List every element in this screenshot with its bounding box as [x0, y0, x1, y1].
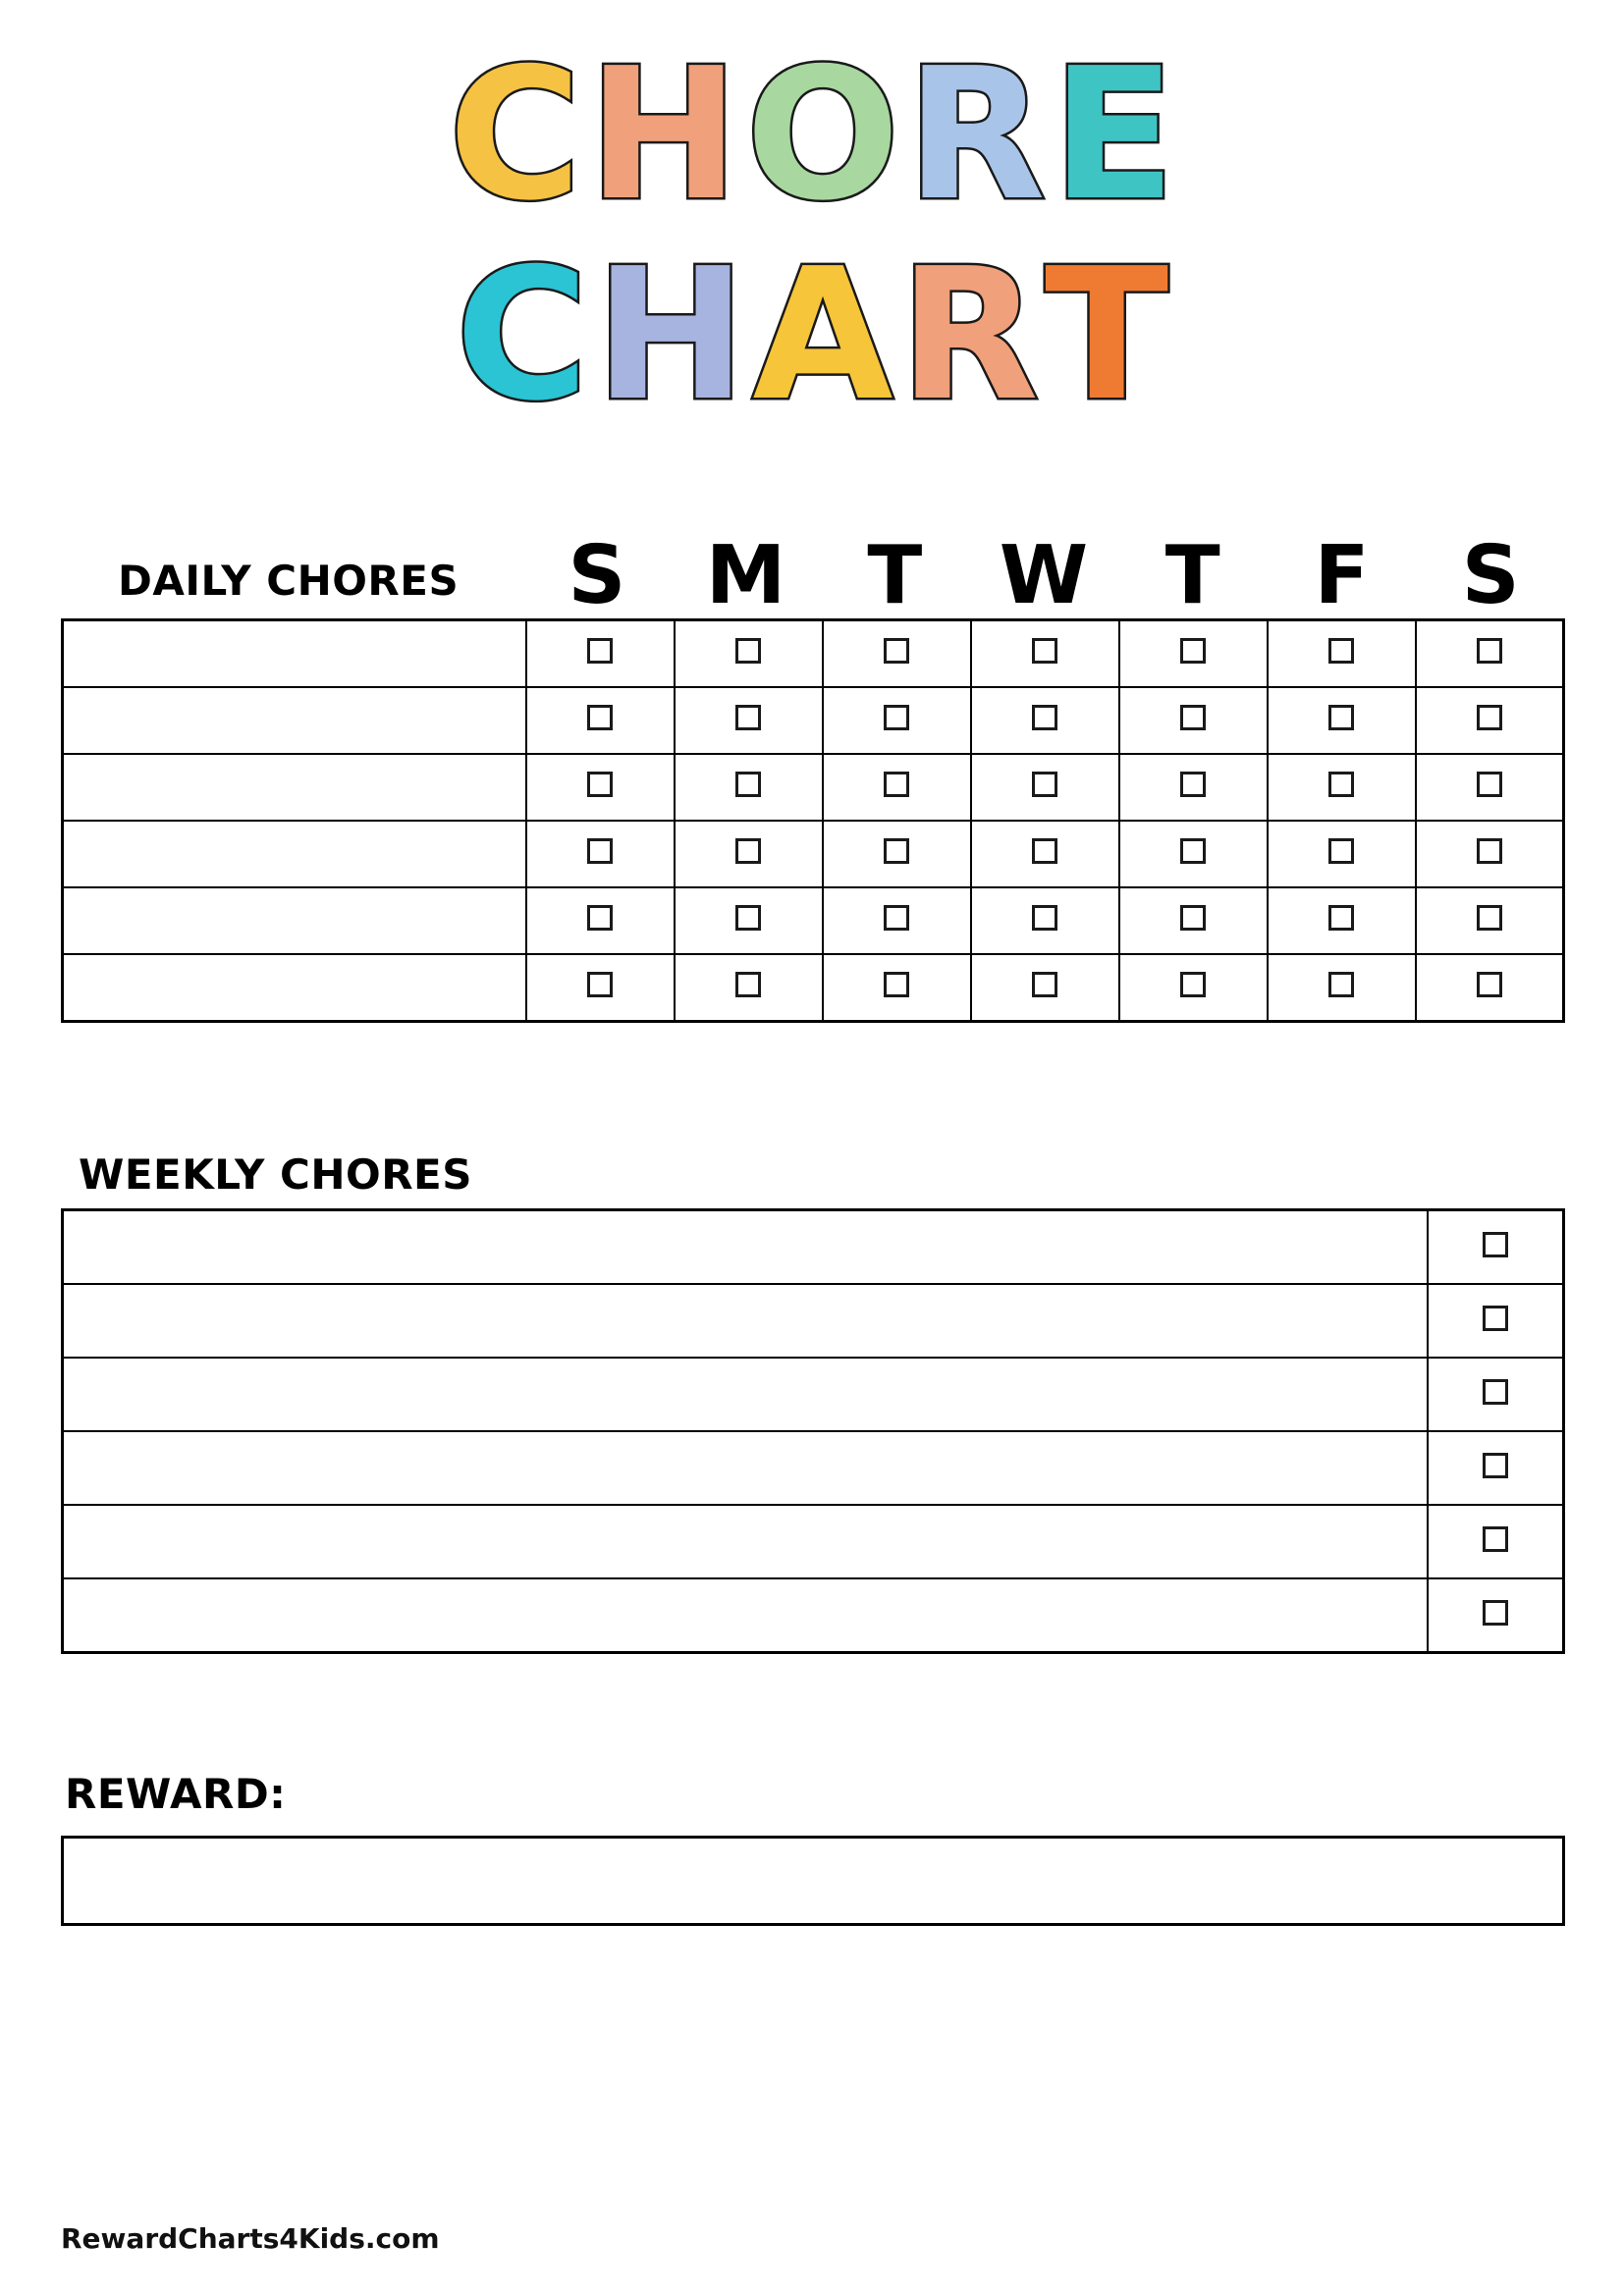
empty-checkbox-icon[interactable]: [884, 638, 909, 664]
reward-input-box[interactable]: [61, 1836, 1565, 1926]
daily-chore-name-field[interactable]: [63, 887, 527, 954]
daily-check-cell[interactable]: [823, 887, 971, 954]
empty-checkbox-icon[interactable]: [884, 705, 909, 730]
daily-chore-name-field[interactable]: [63, 821, 527, 887]
empty-checkbox-icon[interactable]: [1032, 772, 1057, 797]
table-row: [63, 754, 1564, 821]
title-letter: E: [1052, 28, 1176, 240]
table-row: [63, 821, 1564, 887]
empty-checkbox-icon[interactable]: [587, 638, 613, 664]
daily-check-cell[interactable]: [526, 687, 675, 754]
daily-check-cell[interactable]: [526, 619, 675, 687]
weekly-chore-name-field[interactable]: [63, 1578, 1429, 1653]
empty-checkbox-icon[interactable]: [1032, 972, 1057, 997]
day-header-3: W: [999, 528, 1089, 622]
daily-check-cell[interactable]: [1119, 887, 1268, 954]
daily-chores-header: [0, 528, 1624, 622]
daily-check-cell[interactable]: [1119, 754, 1268, 821]
daily-check-cell[interactable]: [1268, 821, 1416, 887]
daily-check-cell[interactable]: [971, 954, 1119, 1022]
table-row: [63, 1284, 1564, 1358]
daily-check-cell[interactable]: [1119, 821, 1268, 887]
empty-checkbox-icon[interactable]: [1032, 838, 1057, 864]
empty-checkbox-icon[interactable]: [1477, 772, 1502, 797]
daily-check-cell[interactable]: [526, 887, 675, 954]
day-letters-row: [522, 528, 1565, 622]
weekly-check-cell[interactable]: [1428, 1578, 1564, 1653]
daily-chore-name-field[interactable]: [63, 754, 527, 821]
empty-checkbox-icon[interactable]: [587, 972, 613, 997]
weekly-check-cell[interactable]: [1428, 1209, 1564, 1284]
empty-checkbox-icon[interactable]: [735, 972, 761, 997]
weekly-check-cell[interactable]: [1428, 1431, 1564, 1505]
empty-checkbox-icon[interactable]: [1483, 1232, 1508, 1257]
table-row: [63, 1578, 1564, 1653]
title-letter: H: [587, 28, 740, 240]
daily-check-cell[interactable]: [1268, 954, 1416, 1022]
empty-checkbox-icon[interactable]: [1328, 705, 1354, 730]
empty-checkbox-icon[interactable]: [1180, 972, 1206, 997]
daily-check-cell[interactable]: [823, 619, 971, 687]
empty-checkbox-icon[interactable]: [1477, 638, 1502, 664]
day-header-5: F: [1314, 528, 1370, 622]
empty-checkbox-icon[interactable]: [1180, 905, 1206, 931]
daily-check-cell[interactable]: [971, 821, 1119, 887]
daily-check-cell[interactable]: [823, 687, 971, 754]
empty-checkbox-icon[interactable]: [1032, 638, 1057, 664]
daily-chore-name-field[interactable]: [63, 619, 527, 687]
daily-check-cell[interactable]: [1416, 687, 1564, 754]
weekly-check-cell[interactable]: [1428, 1358, 1564, 1431]
title-line-chore: [0, 28, 1624, 240]
table-row: [63, 1209, 1564, 1284]
table-row: [63, 887, 1564, 954]
day-header-6: S: [1461, 528, 1520, 622]
empty-checkbox-icon[interactable]: [1477, 905, 1502, 931]
table-row: [63, 954, 1564, 1022]
empty-checkbox-icon[interactable]: [884, 905, 909, 931]
empty-checkbox-icon[interactable]: [735, 638, 761, 664]
footer-credit: RewardCharts4Kids.com: [61, 2222, 440, 2255]
title-letter: H: [594, 229, 747, 442]
title-letter: R: [898, 229, 1040, 442]
daily-check-cell[interactable]: [1416, 887, 1564, 954]
title-letter: R: [905, 28, 1046, 240]
daily-check-cell[interactable]: [675, 821, 823, 887]
daily-check-cell[interactable]: [1416, 619, 1564, 687]
empty-checkbox-icon[interactable]: [1032, 705, 1057, 730]
empty-checkbox-icon[interactable]: [1477, 972, 1502, 997]
daily-check-cell[interactable]: [526, 754, 675, 821]
daily-check-cell[interactable]: [971, 619, 1119, 687]
empty-checkbox-icon[interactable]: [587, 905, 613, 931]
empty-checkbox-icon[interactable]: [1328, 638, 1354, 664]
empty-checkbox-icon[interactable]: [1483, 1306, 1508, 1331]
empty-checkbox-icon[interactable]: [884, 972, 909, 997]
daily-chores-body: [63, 619, 1564, 1021]
title-letter: C: [448, 28, 582, 240]
daily-chore-name-field[interactable]: [63, 954, 527, 1022]
title-letter: T: [1045, 229, 1169, 442]
empty-checkbox-icon[interactable]: [1180, 772, 1206, 797]
empty-checkbox-icon[interactable]: [1180, 838, 1206, 864]
daily-check-cell[interactable]: [675, 619, 823, 687]
daily-check-cell[interactable]: [823, 821, 971, 887]
empty-checkbox-icon[interactable]: [1483, 1526, 1508, 1552]
weekly-chore-name-field[interactable]: [63, 1209, 1429, 1284]
day-header-1: M: [705, 528, 786, 622]
empty-checkbox-icon[interactable]: [587, 705, 613, 730]
daily-chore-name-field[interactable]: [63, 687, 527, 754]
daily-check-cell[interactable]: [1119, 687, 1268, 754]
weekly-chore-name-field[interactable]: [63, 1505, 1429, 1578]
weekly-chore-name-field[interactable]: [63, 1431, 1429, 1505]
weekly-chore-name-field[interactable]: [63, 1284, 1429, 1358]
daily-check-cell[interactable]: [526, 954, 675, 1022]
daily-check-cell[interactable]: [675, 887, 823, 954]
empty-checkbox-icon[interactable]: [1032, 905, 1057, 931]
empty-checkbox-icon[interactable]: [1483, 1600, 1508, 1626]
daily-check-cell[interactable]: [675, 954, 823, 1022]
empty-checkbox-icon[interactable]: [1477, 705, 1502, 730]
daily-check-cell[interactable]: [971, 887, 1119, 954]
weekly-chore-name-field[interactable]: [63, 1358, 1429, 1431]
empty-checkbox-icon[interactable]: [735, 772, 761, 797]
daily-check-cell[interactable]: [526, 821, 675, 887]
weekly-check-cell[interactable]: [1428, 1284, 1564, 1358]
empty-checkbox-icon[interactable]: [1328, 838, 1354, 864]
table-row: [63, 687, 1564, 754]
empty-checkbox-icon[interactable]: [735, 905, 761, 931]
daily-chores-table: [61, 618, 1565, 1023]
daily-check-cell[interactable]: [1268, 754, 1416, 821]
empty-checkbox-icon[interactable]: [735, 705, 761, 730]
reward-heading: REWARD:: [65, 1769, 287, 1818]
table-row: [63, 1431, 1564, 1505]
weekly-check-cell[interactable]: [1428, 1505, 1564, 1578]
empty-checkbox-icon[interactable]: [1483, 1379, 1508, 1405]
daily-check-cell[interactable]: [1416, 754, 1564, 821]
daily-check-cell[interactable]: [823, 954, 971, 1022]
daily-check-cell[interactable]: [823, 754, 971, 821]
title-letter: O: [745, 28, 900, 240]
table-row: [63, 619, 1564, 687]
empty-checkbox-icon[interactable]: [735, 838, 761, 864]
table-row: [63, 1505, 1564, 1578]
empty-checkbox-icon[interactable]: [1328, 772, 1354, 797]
empty-checkbox-icon[interactable]: [1328, 905, 1354, 931]
empty-checkbox-icon[interactable]: [1180, 705, 1206, 730]
day-header-0: S: [568, 528, 626, 622]
empty-checkbox-icon[interactable]: [1477, 838, 1502, 864]
empty-checkbox-icon[interactable]: [1180, 638, 1206, 664]
day-header-2: T: [867, 528, 923, 622]
table-row: [63, 1358, 1564, 1431]
daily-check-cell[interactable]: [1119, 954, 1268, 1022]
empty-checkbox-icon[interactable]: [1483, 1453, 1508, 1478]
title-letter: C: [455, 229, 589, 442]
daily-check-cell[interactable]: [675, 687, 823, 754]
daily-chores-heading: DAILY CHORES: [118, 556, 460, 605]
daily-check-cell[interactable]: [1268, 619, 1416, 687]
daily-check-cell[interactable]: [1119, 619, 1268, 687]
empty-checkbox-icon[interactable]: [1328, 972, 1354, 997]
page-title: [0, 0, 1624, 442]
title-line-chart: [0, 229, 1624, 442]
weekly-chores-heading: WEEKLY CHORES: [79, 1149, 472, 1199]
weekly-chores-body: [63, 1209, 1564, 1652]
daily-check-cell[interactable]: [675, 754, 823, 821]
empty-checkbox-icon[interactable]: [587, 772, 613, 797]
day-header-4: T: [1164, 528, 1220, 622]
empty-checkbox-icon[interactable]: [884, 772, 909, 797]
daily-check-cell[interactable]: [971, 754, 1119, 821]
daily-check-cell[interactable]: [1416, 954, 1564, 1022]
title-letter: A: [752, 229, 893, 442]
daily-check-cell[interactable]: [1268, 687, 1416, 754]
daily-check-cell[interactable]: [1268, 887, 1416, 954]
empty-checkbox-icon[interactable]: [884, 838, 909, 864]
daily-check-cell[interactable]: [1416, 821, 1564, 887]
empty-checkbox-icon[interactable]: [587, 838, 613, 864]
daily-check-cell[interactable]: [971, 687, 1119, 754]
weekly-chores-table: [61, 1208, 1565, 1654]
